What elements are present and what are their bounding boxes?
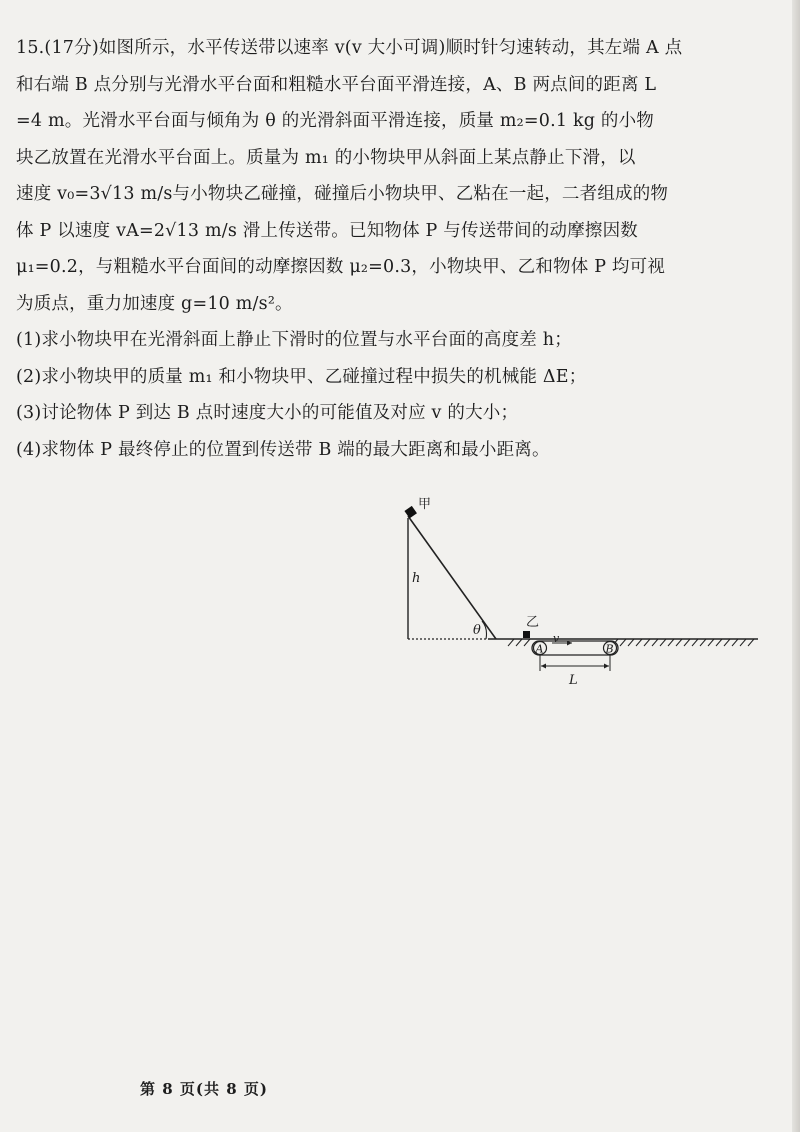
question-line-5: 速度 v₀=3√13 m/s与小物块乙碰撞，碰撞后小物块甲、乙粘在一起，二者组成的物 (16, 184, 669, 204)
sub-question-1: (1)求小物块甲在光滑斜面上静止下滑时的位置与水平台面的高度差 h； (16, 330, 572, 350)
question-line-6: 体 P 以速度 vA=2√13 m/s 滑上传送带。已知物体 P 与传送带间的动摩擦因数 (16, 220, 638, 241)
page-edge-shadow (792, 0, 800, 1132)
label-h: h (412, 571, 421, 586)
block-yi (523, 631, 530, 638)
label-theta: θ (473, 623, 481, 638)
page-footer: 第 8 页(共 8 页) (140, 1080, 268, 1098)
question-line-7: μ₁=0.2，与粗糙水平台面间的动摩擦因数 μ₂=0.3，小物块甲、乙和物体 P 均可视 (16, 257, 666, 277)
diagram-svg (396, 496, 766, 691)
label-B: B (605, 642, 614, 656)
incline-line (408, 516, 496, 639)
block-jia (404, 506, 417, 519)
dim-arrow-right (604, 664, 609, 669)
sub-question-3: (3)讨论物体 P 到达 B 点时速度大小的可能值及对应 v 的大小； (16, 403, 519, 423)
question-line-1: 15.(17分)如图所示，水平传送带以速率 v(v 大小可调)顺时针匀速转动，其左端 A 点 (16, 38, 683, 58)
label-v: v (553, 632, 560, 645)
physics-diagram (396, 496, 766, 691)
label-jia: 甲 (418, 497, 432, 512)
question-15 (16, 30, 776, 468)
label-L: L (569, 673, 578, 688)
question-line-4: 块乙放置在光滑水平台面上。质量为 m₁ 的小物块甲从斜面上某点静止下滑，以 (16, 147, 636, 168)
question-line-3: =4 m。光滑水平台面与倾角为 θ 的光滑斜面平滑连接，质量 m₂=0.1 kg 的小物 (16, 111, 655, 131)
dim-arrow-left (541, 664, 546, 669)
sub-question-4: (4)求物体 P 最终停止的位置到传送带 B 端的最大距离和最小距离。 (16, 439, 550, 460)
label-yi: 乙 (526, 615, 540, 630)
label-A: A (535, 642, 544, 656)
sub-question-2: (2)求小物块甲的质量 m₁ 和小物块甲、乙碰撞过程中损失的机械能 ΔE； (16, 366, 587, 387)
question-line-2: 和右端 B 点分别与光滑水平台面和粗糙水平台面平滑连接，A、B 两点间的距离 L (16, 74, 657, 95)
question-line-8: 为质点，重力加速度 g=10 m/s²。 (16, 293, 293, 314)
